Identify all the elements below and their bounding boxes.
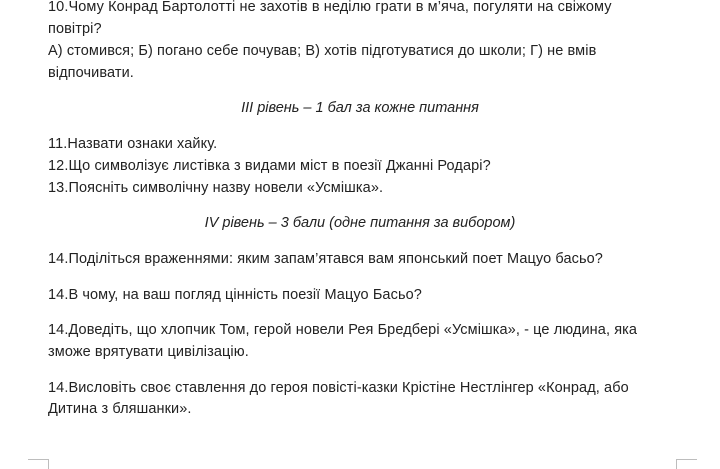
question-10-line-2: повітрі? [48,21,102,37]
question-10-line-1: 10.Чому Конрад Бартолотті не захотів в неділю грати в м’яча, погуляти на свіжому [48,0,612,15]
question-14-impressions: 14.Поділіться враженнями: яким запам’ятався вам японський поет Мацуо басьо? [48,251,603,267]
level-4-heading: ІV рівень – 3 бали (одне питання за вибором) [204,215,516,231]
question-12: 12.Що символізує листівка з видами міст в поезії Джанні Родарі? [48,158,491,174]
question-14-attitude-line-2: Дитина з бляшанки». [48,401,192,417]
question-13: 13.Поясніть символічну назву новели «Усмішка». [48,180,384,196]
question-10-options-line-2: відпочивати. [48,65,134,81]
question-10-options-line-1: А) стомився; Б) погано себе почував; В) хотів підготуватися до школи; Г) не вмів [48,43,597,59]
level-3-heading: ІІІ рівень – 1 бал за кожне питання [241,100,479,116]
question-14-attitude-line-1: 14.Висловіть своє ставлення до героя повісті-казки Крістіне Нестлінгер «Конрад, або [48,380,629,396]
question-14-prove-line-2: зможе врятувати цивілізацію. [48,344,249,360]
question-14-prove-line-1: 14.Доведіть, що хлопчик Том, герой новели Рея Бредбері «Усмішка», - це людина, яка [48,322,638,338]
question-11: 11.Назвати ознаки хайку. [48,136,218,152]
question-14-value: 14.В чому, на ваш погляд цінність поезії Мацуо Басьо? [48,287,422,303]
